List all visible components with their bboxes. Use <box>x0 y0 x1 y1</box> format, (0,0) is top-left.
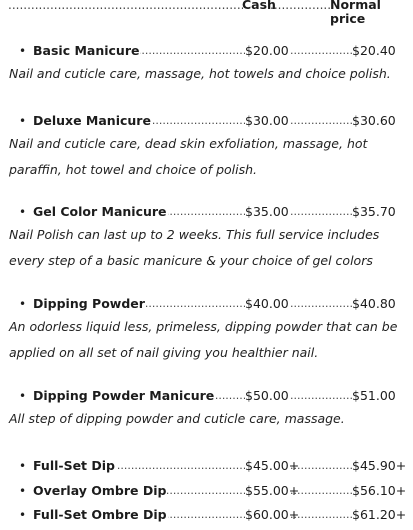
price-leader <box>290 113 352 129</box>
header-leader <box>8 0 243 12</box>
bullet-icon: • <box>19 205 27 219</box>
cash-price: $35.00 <box>245 204 289 219</box>
price-leader <box>290 483 352 499</box>
cash-price: $30.00 <box>245 113 289 128</box>
service-row-full-set-dip <box>0 458 413 474</box>
normal-price: $51.00 <box>352 388 396 403</box>
normal-price: $56.10+ <box>352 483 407 498</box>
service-description: An odorless liquid less, primeless, dipping powder that can be applied on all set of nail giving you healthier nail. <box>9 319 398 360</box>
price-header <box>0 0 413 26</box>
bullet-icon: • <box>19 389 27 403</box>
normal-price: $35.70 <box>352 204 396 219</box>
normal-price: $20.40 <box>352 43 396 58</box>
service-name: Full-Set Ombre Dip <box>33 507 167 522</box>
service-row-full-set-ombre-dip <box>0 507 413 523</box>
bullet-icon: • <box>19 508 27 522</box>
bullet-icon: • <box>19 484 27 498</box>
price-leader <box>290 388 352 404</box>
service-name: Basic Manicure <box>33 43 140 58</box>
cash-price: $20.00 <box>245 43 289 58</box>
price-leader <box>290 507 352 523</box>
bullet-icon: • <box>19 297 27 311</box>
service-row-gel-color-manicure <box>0 204 413 220</box>
service-row-deluxe-manicure <box>0 113 413 129</box>
cash-price: $40.00 <box>245 296 289 311</box>
bullet-icon: • <box>19 459 27 473</box>
service-name: Deluxe Manicure <box>33 113 151 128</box>
service-description: Nail and cuticle care, massage, hot towels and choice polish. <box>9 66 391 81</box>
cash-price: $50.00 <box>245 388 289 403</box>
service-row-dipping-powder-manicure <box>0 388 413 404</box>
bullet-icon: • <box>19 114 27 128</box>
service-description: Nail Polish can last up to 2 weeks. This full service includes every step of a basic manicure & your choice of gel colors <box>9 227 380 268</box>
price-leader <box>290 458 352 474</box>
service-row-basic-manicure <box>0 43 413 59</box>
service-name: Overlay Ombre Dip <box>33 483 167 498</box>
normal-price: $40.80 <box>352 296 396 311</box>
cash-price: $55.00+ <box>245 483 300 498</box>
service-description: Nail and cuticle care, dead skin exfoliation, massage, hot paraffin, hot towel and choice of polish. <box>9 136 368 177</box>
header-leader <box>270 0 330 12</box>
service-description: All step of dipping powder and cuticle care, massage. <box>9 411 345 426</box>
bullet-icon: • <box>19 44 27 58</box>
normal-price-column-label: Normal price <box>330 0 381 26</box>
service-row-dipping-powder <box>0 296 413 312</box>
service-name: Full-Set Dip <box>33 458 115 473</box>
price-leader <box>290 43 352 59</box>
service-name: Dipping Powder <box>33 296 145 311</box>
service-row-overlay-ombre-dip <box>0 483 413 499</box>
service-name: Dipping Powder Manicure <box>33 388 215 403</box>
service-name: Gel Color Manicure <box>33 204 167 219</box>
normal-price: $45.90+ <box>352 458 407 473</box>
cash-column-label: Cash <box>242 0 276 12</box>
normal-price: $30.60 <box>352 113 396 128</box>
cash-price: $45.00+ <box>245 458 300 473</box>
cash-price: $60.00+ <box>245 507 300 522</box>
price-leader <box>290 296 352 312</box>
normal-price: $61.20+ <box>352 507 407 522</box>
price-leader <box>290 204 352 220</box>
